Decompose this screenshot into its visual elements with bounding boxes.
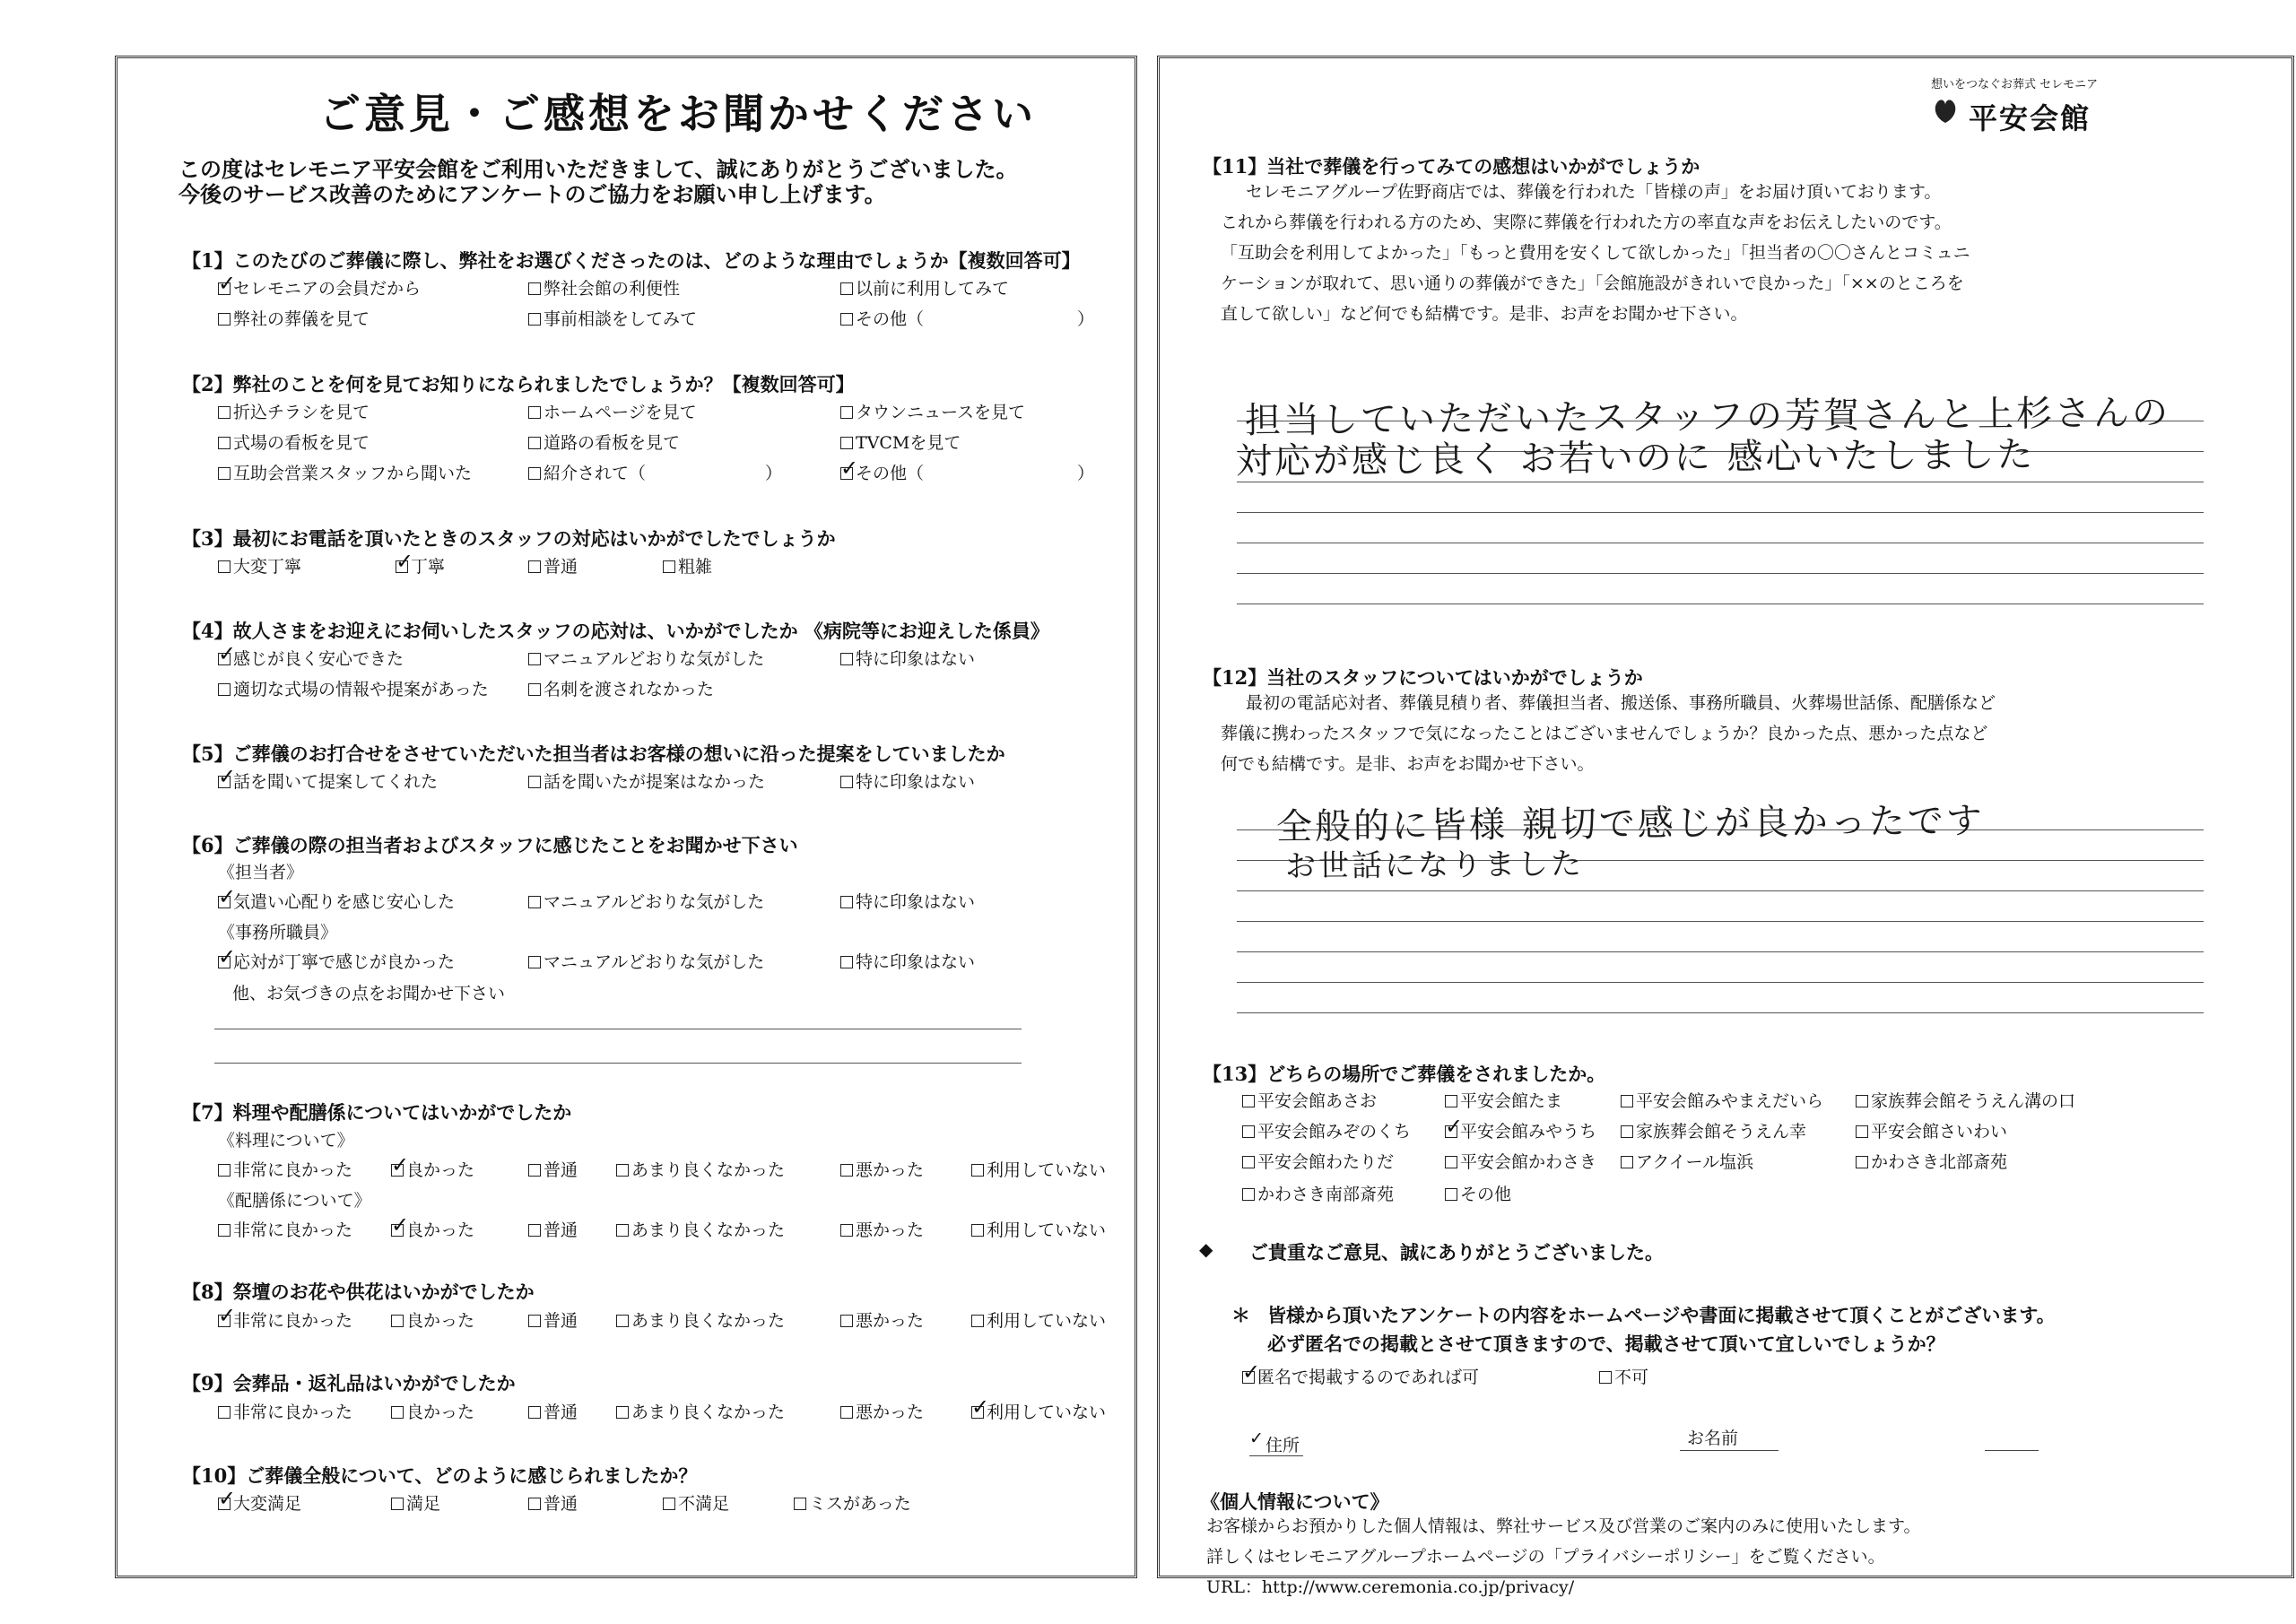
checkbox-icon[interactable]: [1242, 1095, 1255, 1107]
checkbox-icon[interactable]: [1856, 1125, 1868, 1138]
checkbox-icon[interactable]: [218, 406, 230, 419]
right-page: [1157, 56, 2294, 1597]
q8-option[interactable]: [971, 1307, 1106, 1332]
q2-option[interactable]: [528, 460, 782, 484]
q13-option-label: 平安会館あさお: [1257, 1091, 1378, 1111]
q13-option-label: 平安会館たま: [1460, 1091, 1563, 1111]
q7-food-option[interactable]: [971, 1157, 1106, 1181]
checkbox-icon[interactable]: [528, 1315, 541, 1327]
checkbox-icon[interactable]: [528, 683, 541, 696]
q2-option[interactable]: [218, 460, 472, 484]
q2-option[interactable]: [528, 399, 697, 423]
q12-writing-line[interactable]: [1237, 982, 2204, 983]
q2-option[interactable]: [840, 430, 961, 454]
checked-checkbox-icon[interactable]: [218, 282, 230, 295]
checkbox-icon[interactable]: [528, 406, 541, 419]
q10-option[interactable]: [528, 1490, 578, 1515]
q6-staff-option[interactable]: [218, 889, 455, 913]
checkbox-icon[interactable]: [616, 1224, 629, 1237]
address-underline: [1249, 1455, 1303, 1456]
checked-checkbox-icon[interactable]: [1445, 1125, 1457, 1138]
checked-checkbox-icon[interactable]: [1242, 1371, 1255, 1384]
q11-label: 【11】当社で葬儀を行ってみての感想はいかがでしょうか: [1203, 155, 1700, 178]
checkbox-icon[interactable]: [528, 313, 541, 326]
q1-option[interactable]: [218, 306, 370, 330]
q13-option-label: 平安会館みぞのくち: [1257, 1122, 1412, 1142]
checkbox-icon[interactable]: [1242, 1188, 1255, 1201]
q1-option[interactable]: [840, 306, 1094, 330]
checkbox-icon[interactable]: [528, 437, 541, 449]
q2-option-label: 互助会営業スタッフから聞いた: [233, 464, 473, 483]
q13-option-label: 平安会館みやうち: [1460, 1122, 1597, 1142]
q7-service-option[interactable]: [528, 1217, 578, 1241]
checkbox-icon[interactable]: [840, 1164, 853, 1177]
checkbox-icon[interactable]: [663, 1498, 675, 1510]
q3-option[interactable]: [663, 553, 712, 578]
q7-service-option[interactable]: [391, 1217, 474, 1241]
q9-option[interactable]: [391, 1399, 474, 1423]
q8-option-label: 非常に良かった: [233, 1311, 353, 1331]
q11-handwritten-answer-2: 対応が感じ良く お若いのに 感心いたしました: [1235, 434, 2036, 482]
q13-option[interactable]: [1242, 1149, 1394, 1173]
q9-option-label: 利用していない: [987, 1403, 1107, 1422]
checkbox-icon[interactable]: [528, 1224, 541, 1237]
q5-option[interactable]: [840, 769, 975, 793]
checkbox-icon[interactable]: [218, 1406, 230, 1419]
checkbox-icon[interactable]: [1621, 1095, 1633, 1107]
q6-office-option[interactable]: [840, 949, 975, 973]
q13-option[interactable]: [1445, 1149, 1596, 1173]
q13-option[interactable]: [1856, 1088, 2075, 1112]
form-title: ご意見・ご感想をお聞かせください: [319, 90, 1037, 138]
q11-writing-line[interactable]: [1237, 512, 2204, 513]
thanks-text: ご貴重なご意見、誠にありがとうございました。: [1249, 1241, 1664, 1264]
q7-service-option-label: あまり良くなかった: [631, 1220, 786, 1240]
checkbox-icon[interactable]: [971, 1315, 984, 1327]
diamond-bullet-icon: ◆: [1199, 1238, 1213, 1260]
q13-option[interactable]: [1856, 1149, 2007, 1173]
checkbox-icon[interactable]: [794, 1498, 806, 1510]
name-underline[interactable]: [1680, 1450, 1779, 1451]
checkbox-icon[interactable]: [1856, 1095, 1868, 1107]
q4-option-label: 感じが良く安心できた: [233, 649, 404, 669]
checkbox-icon[interactable]: [528, 653, 541, 665]
q10-option[interactable]: [794, 1490, 911, 1515]
intro-line-2: 今後のサービス改善のためにアンケートのご協力をお願い申し上げます。: [178, 181, 886, 207]
q6-sub-office: 《事務所職員》: [218, 923, 338, 942]
consent-option[interactable]: [1599, 1364, 1648, 1388]
q6-writing-line-2[interactable]: [214, 1063, 1022, 1064]
q5-option[interactable]: [528, 769, 765, 793]
checked-checkbox-icon[interactable]: [218, 896, 230, 908]
q7-service-option[interactable]: [840, 1217, 924, 1241]
checkbox-icon[interactable]: [840, 313, 853, 326]
checkbox-icon[interactable]: [971, 1164, 984, 1177]
q9-option-label: あまり良くなかった: [631, 1403, 786, 1422]
q13-option-label: かわさき南部斎苑: [1257, 1185, 1395, 1204]
q4-label: 【4】故人さまをお迎えにお伺いしたスタッフの応対は、いかがでしたか 《病院等にお迎えした係員》: [182, 620, 1049, 642]
q10-option-label: 普通: [544, 1494, 578, 1514]
q13-option[interactable]: [1445, 1088, 1562, 1112]
privacy-title: 《個人情報について》: [1201, 1490, 1389, 1513]
q12-writing-line[interactable]: [1237, 921, 2204, 922]
left-page: [115, 56, 1137, 1578]
q1-option-label: 以前に利用してみて: [856, 279, 1010, 299]
q7-food-option[interactable]: [218, 1157, 352, 1181]
q4-option[interactable]: [528, 646, 764, 670]
q1-option-label: 弊社会館の利便性: [544, 279, 681, 299]
q3-option-label: 普通: [544, 557, 578, 577]
intro-line-1: この度はセレモニア平安会館をご利用いただきまして、誠にありがとうございました。: [178, 156, 1018, 182]
q7-food-option-label: 普通: [544, 1160, 578, 1180]
checkbox-icon[interactable]: [218, 313, 230, 326]
q3-option-label: 大変丁寧: [233, 557, 302, 577]
checked-checkbox-icon[interactable]: [218, 1315, 230, 1327]
q13-option-label: 平安会館さいわい: [1871, 1122, 2008, 1142]
checkbox-icon[interactable]: [218, 683, 230, 696]
q7-service-option-label: 非常に良かった: [233, 1220, 353, 1240]
q2-option-label: 紹介されて（ ）: [544, 464, 783, 483]
checked-checkbox-icon[interactable]: [218, 956, 230, 968]
privacy-body: [1206, 1511, 1920, 1602]
address-label: 住所: [1265, 1436, 1300, 1455]
q1-option-label: セレモニアの会員だから: [233, 279, 422, 299]
logo-name: 平安会館: [1969, 101, 2092, 135]
q7-service-option-label: 悪かった: [856, 1220, 925, 1240]
q3-label: 【3】最初にお電話を頂いたときのスタッフの対応はいかがでしたでしょうか: [182, 527, 836, 550]
q2-option[interactable]: [218, 399, 370, 423]
q12-handwritten-answer-1: 全般的に皆様 親切で感じが良かったです: [1275, 800, 1985, 848]
q2-option-label: その他（ ）: [856, 464, 1095, 483]
checkbox-icon[interactable]: [840, 653, 853, 665]
checkbox-icon[interactable]: [1856, 1156, 1868, 1168]
checkbox-icon[interactable]: [840, 1224, 853, 1237]
q2-option[interactable]: [528, 430, 680, 454]
q10-option[interactable]: [391, 1490, 440, 1515]
asterisk-icon: ＊: [1231, 1304, 1250, 1326]
q11-body-line: ケーションが取れて、思い通りの葬儀ができた」「会館施設がきれいで良かった」「××のところを: [1221, 274, 1964, 293]
q2-option-label: 折込チラシを見て: [233, 403, 370, 422]
q13-option[interactable]: [1445, 1181, 1511, 1205]
q6-sub-tantousha: 《担当者》: [218, 863, 304, 882]
q12-body-line: 最初の電話応対者、葬儀見積り者、葬儀担当者、搬送係、事務所職員、火葬場世話係、配膳係など: [1246, 693, 1996, 713]
q8-option-label: あまり良くなかった: [631, 1311, 786, 1331]
q1-option-label: 事前相談をしてみて: [544, 309, 698, 329]
consent-option-label: 不可: [1614, 1368, 1649, 1387]
q10-option-label: 不満足: [678, 1494, 730, 1514]
q2-option-label: ホームページを見て: [544, 403, 697, 422]
q7-food-option[interactable]: [391, 1157, 474, 1181]
q8-option[interactable]: [528, 1307, 578, 1332]
q13-option-label: 平安会館かわさき: [1460, 1152, 1597, 1172]
q12-writing-line[interactable]: [1237, 890, 2204, 891]
q9-label: 【9】会葬品・返礼品はいかがでしたか: [182, 1372, 516, 1394]
q6-office-option[interactable]: [218, 949, 455, 973]
q12-handwritten-answer-2: お世話になりました: [1284, 846, 1585, 885]
checkbox-icon[interactable]: [1599, 1371, 1612, 1384]
q7-food-option[interactable]: [840, 1157, 924, 1181]
q6-office-option[interactable]: [528, 949, 764, 973]
q13-option-label: 家族葬会館そうえん溝の口: [1871, 1091, 2076, 1111]
q11-body-line: セレモニアグループ佐野商店では、葬儀を行われた「皆様の声」をお届け頂いております。: [1246, 182, 1942, 202]
q6-staff-option[interactable]: [840, 889, 975, 913]
q5-option[interactable]: [218, 769, 438, 793]
q7-food-option-label: 良かった: [406, 1160, 475, 1180]
checked-checkbox-icon[interactable]: [971, 1406, 984, 1419]
q9-option-label: 非常に良かった: [233, 1403, 353, 1422]
q2-option[interactable]: [840, 460, 1094, 484]
q7-food-option-label: 非常に良かった: [233, 1160, 353, 1180]
checkbox-icon[interactable]: [528, 776, 541, 788]
q13-option[interactable]: [1856, 1118, 2007, 1142]
q8-label: 【8】祭壇のお花や供花はいかがでしたか: [182, 1281, 535, 1303]
q1-option-label: 弊社の葬儀を見て: [233, 309, 370, 329]
q13-option-label: 家族葬会館そうえん幸: [1636, 1122, 1807, 1142]
q1-option-label: その他（ ）: [856, 309, 1095, 329]
checkbox-icon[interactable]: [840, 956, 853, 968]
q9-option[interactable]: [971, 1399, 1106, 1423]
q1-option[interactable]: [218, 275, 421, 300]
privacy-url: URL：http://www.ceremonia.co.jp/privacy/: [1206, 1577, 1575, 1597]
logo-tagline: 想いをつなぐお葬式 セレモニア: [1931, 78, 2099, 91]
q7-label: 【7】料理や配膳係についてはいかがでしたか: [182, 1101, 572, 1124]
q4-option-label: 名刺を渡されなかった: [544, 680, 715, 699]
q11-body-line: 直して欲しい」など何でも結構です。是非、お声をお聞かせ下さい。: [1221, 304, 1748, 324]
checked-checkbox-icon[interactable]: [218, 1498, 230, 1510]
q2-option-label: 式場の看板を見て: [233, 433, 370, 453]
q11-body: [1221, 177, 1970, 329]
checkbox-icon[interactable]: [1445, 1095, 1457, 1107]
q9-option[interactable]: [218, 1399, 352, 1423]
q6-staff-option[interactable]: [528, 889, 764, 913]
q9-option[interactable]: [616, 1399, 785, 1423]
q8-option-label: 普通: [544, 1311, 578, 1331]
q7-food-option-label: 悪かった: [856, 1160, 925, 1180]
q8-option-label: 利用していない: [987, 1311, 1107, 1331]
checkbox-icon[interactable]: [616, 1164, 629, 1177]
q3-option-label: 丁寧: [411, 557, 446, 577]
checkbox-icon[interactable]: [840, 282, 853, 295]
checkbox-icon[interactable]: [528, 896, 541, 908]
q12-body: [1221, 688, 1996, 779]
q13-option-label: かわさき北部斎苑: [1871, 1152, 2008, 1172]
q1-label: 【1】このたびのご葬儀に際し、弊社をお選びくださったのは、どのような理由でしょうか【複数回答可】: [182, 249, 1081, 272]
consent-line-2: 必ず匿名での掲載とさせて頂きますので、掲載させて頂いて宜しいでしょうか？: [1267, 1333, 1945, 1355]
checkbox-icon[interactable]: [1621, 1125, 1633, 1138]
q1-option[interactable]: [528, 275, 680, 300]
q6-office-option-label: 応対が丁寧で感じが良かった: [233, 952, 456, 972]
checkbox-icon[interactable]: [840, 406, 853, 419]
q6-office-option-label: マニュアルどおりな気がした: [544, 952, 765, 972]
name-underline-end: [1985, 1450, 2039, 1451]
checkbox-icon[interactable]: [528, 1406, 541, 1419]
q2-option[interactable]: [218, 430, 370, 454]
q7-service-option[interactable]: [971, 1217, 1106, 1241]
q6-office-option-label: 特に印象はない: [856, 952, 976, 972]
checked-checkbox-icon[interactable]: [218, 653, 230, 665]
checkbox-icon[interactable]: [1445, 1156, 1457, 1168]
q4-option[interactable]: [218, 646, 404, 670]
q9-option[interactable]: [528, 1399, 578, 1423]
q7-service-option-label: 良かった: [406, 1220, 475, 1240]
checkbox-icon[interactable]: [840, 437, 853, 449]
checkbox-icon[interactable]: [391, 1406, 404, 1419]
checkbox-icon[interactable]: [528, 282, 541, 295]
q7-food-option[interactable]: [528, 1157, 578, 1181]
q13-option[interactable]: [1242, 1088, 1377, 1112]
q12-body-line: 何でも結構です。是非、お声をお聞かせ下さい。: [1221, 754, 1595, 774]
checkbox-icon[interactable]: [528, 467, 541, 480]
q13-option[interactable]: [1621, 1118, 1806, 1142]
q7-service-option[interactable]: [218, 1217, 352, 1241]
logo-mark-icon: [1931, 98, 1960, 128]
q7-service-option-label: 普通: [544, 1220, 578, 1240]
q2-option-label: 道路の看板を見て: [544, 433, 681, 453]
checked-checkbox-icon[interactable]: [391, 1164, 404, 1177]
q5-label: 【5】ご葬儀のお打合せをさせていただいた担当者はお客様の想いに沿った提案をしていましたか: [182, 743, 1005, 765]
q3-option[interactable]: [396, 553, 445, 578]
q10-option[interactable]: [218, 1490, 301, 1515]
checked-checkbox-icon[interactable]: [840, 467, 853, 480]
q8-option[interactable]: [391, 1307, 474, 1332]
checkbox-icon[interactable]: [663, 560, 675, 573]
q4-option-label: 特に印象はない: [856, 649, 976, 669]
checkbox-icon[interactable]: [218, 437, 230, 449]
q11-body-line: 「互助会を利用してよかった」「もっと費用を安くして欲しかった」「担当者の〇〇さんとコミュニ: [1221, 243, 1970, 263]
checkbox-icon[interactable]: [840, 776, 853, 788]
checkbox-icon[interactable]: [1445, 1188, 1457, 1201]
q13-option[interactable]: [1242, 1181, 1394, 1205]
q13-option-label: 平安会館みやまえだいら: [1636, 1091, 1824, 1111]
q10-option-label: ミスがあった: [809, 1494, 911, 1514]
q3-option-label: 粗雑: [678, 557, 713, 577]
q13-option-label: 平安会館わたりだ: [1257, 1152, 1395, 1172]
q8-option[interactable]: [218, 1307, 352, 1332]
q13-option-label: アクイール塩浜: [1636, 1152, 1754, 1172]
checkbox-icon[interactable]: [218, 1164, 230, 1177]
checkbox-icon[interactable]: [840, 1315, 853, 1327]
q9-option-label: 良かった: [406, 1403, 475, 1422]
q8-option-label: 悪かった: [856, 1311, 925, 1331]
q4-option[interactable]: [528, 676, 714, 700]
q13-option[interactable]: [1621, 1088, 1823, 1112]
q8-option-label: 良かった: [406, 1311, 475, 1331]
checkbox-icon[interactable]: [218, 467, 230, 480]
q7-sub-service: 《配膳係について》: [218, 1191, 371, 1211]
q5-option-label: 特に印象はない: [856, 772, 976, 792]
q4-option[interactable]: [840, 646, 975, 670]
privacy-line: 詳しくはセレモニアグループホームページの「プライバシーポリシー」をご覧ください。: [1206, 1547, 1885, 1567]
checkbox-icon[interactable]: [840, 1406, 853, 1419]
q7-sub-food: 《料理について》: [218, 1131, 354, 1151]
q6-staff-option-label: 気遣い心配りを感じ安心した: [233, 892, 456, 912]
q5-option-label: 話を聞いて提案してくれた: [233, 772, 439, 792]
q4-option[interactable]: [218, 676, 489, 700]
q3-option[interactable]: [528, 553, 578, 578]
q6-staff-option-label: マニュアルどおりな気がした: [544, 892, 765, 912]
q5-option-label: 話を聞いたが提案はなかった: [544, 772, 766, 792]
q6-staff-option-label: 特に印象はない: [856, 892, 976, 912]
q7-food-option[interactable]: [616, 1157, 785, 1181]
checkbox-icon[interactable]: [218, 1224, 230, 1237]
q2-option-label: TVCMを見て: [856, 433, 961, 453]
q9-option[interactable]: [840, 1399, 924, 1423]
q10-label: 【10】ご葬儀全般について、どのように感じられましたか？: [182, 1464, 698, 1487]
q13-option[interactable]: [1445, 1118, 1596, 1142]
address-check-mark-icon: ✓: [1249, 1429, 1264, 1448]
q1-option[interactable]: [840, 275, 1009, 300]
q13-option[interactable]: [1621, 1149, 1753, 1173]
q12-label: 【12】当社のスタッフについてはいかがでしょうか: [1203, 666, 1643, 689]
checked-checkbox-icon[interactable]: [391, 1224, 404, 1237]
q4-option-label: 適切な式場の情報や提案があった: [233, 680, 489, 699]
q9-option-label: 普通: [544, 1403, 578, 1422]
consent-line-1: 皆様から頂いたアンケートの内容をホームページや書面に掲載させて頂くことがございます。: [1267, 1304, 2056, 1326]
q11-body-line: これから葬儀を行われる方のため、実際に葬儀を行われた方の率直な声をお伝えしたいのです。: [1221, 213, 1952, 232]
q2-label: 【2】弊社のことを何を見てお知りになられましたでしょうか？【複数回答可】: [182, 373, 855, 395]
q11-writing-line[interactable]: [1237, 573, 2204, 574]
q2-option[interactable]: [840, 399, 1025, 423]
q7-service-option[interactable]: [616, 1217, 785, 1241]
q7-food-option-label: あまり良くなかった: [631, 1160, 786, 1180]
q3-option[interactable]: [218, 553, 301, 578]
q6-other-label: 他、お気づきの点をお聞かせ下さい: [232, 984, 506, 1003]
checkbox-icon[interactable]: [616, 1315, 629, 1327]
q12-writing-line[interactable]: [1237, 1012, 2204, 1013]
q12-body-line: 葬儀に携わったスタッフで気になったことはございませんでしょうか？良かった点、悪かった点など: [1221, 724, 1988, 743]
consent-option-label: 匿名で掲載するのであれば可: [1257, 1368, 1480, 1387]
checkbox-icon[interactable]: [840, 896, 853, 908]
checked-checkbox-icon[interactable]: [218, 776, 230, 788]
q7-service-option-label: 利用していない: [987, 1220, 1107, 1240]
name-label: お名前: [1687, 1429, 1739, 1448]
checkbox-icon[interactable]: [528, 956, 541, 968]
checkbox-icon[interactable]: [528, 1164, 541, 1177]
q13-label: 【13】どちらの場所でご葬儀をされましたか。: [1203, 1063, 1606, 1085]
q8-option[interactable]: [840, 1307, 924, 1332]
checkbox-icon[interactable]: [528, 560, 541, 573]
q11-handwritten-answer-1: 担当していただいたスタッフの芳賀さんと上杉さんの: [1244, 392, 2171, 442]
q6-label: 【6】ご葬儀の際の担当者およびスタッフに感じたことをお聞かせ下さい: [182, 834, 798, 856]
privacy-line: お客様からお預かりした個人情報は、弊社サービス及び営業のご案内のみに使用いたします。: [1206, 1516, 1921, 1536]
q10-option-label: 大変満足: [233, 1494, 302, 1514]
consent-option[interactable]: [1242, 1364, 1479, 1388]
q2-option-label: タウンニュースを見て: [856, 403, 1026, 422]
q10-option[interactable]: [663, 1490, 729, 1515]
checkbox-icon[interactable]: [971, 1224, 984, 1237]
checkbox-icon[interactable]: [391, 1315, 404, 1327]
checkbox-icon[interactable]: [1242, 1156, 1255, 1168]
checkbox-icon[interactable]: [1242, 1125, 1255, 1138]
q9-option-label: 悪かった: [856, 1403, 925, 1422]
checkbox-icon[interactable]: [528, 1498, 541, 1510]
checkbox-icon[interactable]: [391, 1498, 404, 1510]
q7-food-option-label: 利用していない: [987, 1160, 1107, 1180]
checkbox-icon[interactable]: [616, 1406, 629, 1419]
checkbox-icon[interactable]: [1621, 1156, 1633, 1168]
checkbox-icon[interactable]: [218, 560, 230, 573]
q1-option[interactable]: [528, 306, 697, 330]
q4-option-label: マニュアルどおりな気がした: [544, 649, 765, 669]
q13-option[interactable]: [1242, 1118, 1411, 1142]
q13-option-label: その他: [1460, 1185, 1512, 1204]
q8-option[interactable]: [616, 1307, 785, 1332]
q10-option-label: 満足: [406, 1494, 441, 1514]
q12-writing-line[interactable]: [1237, 951, 2204, 952]
checked-checkbox-icon[interactable]: [396, 560, 408, 573]
